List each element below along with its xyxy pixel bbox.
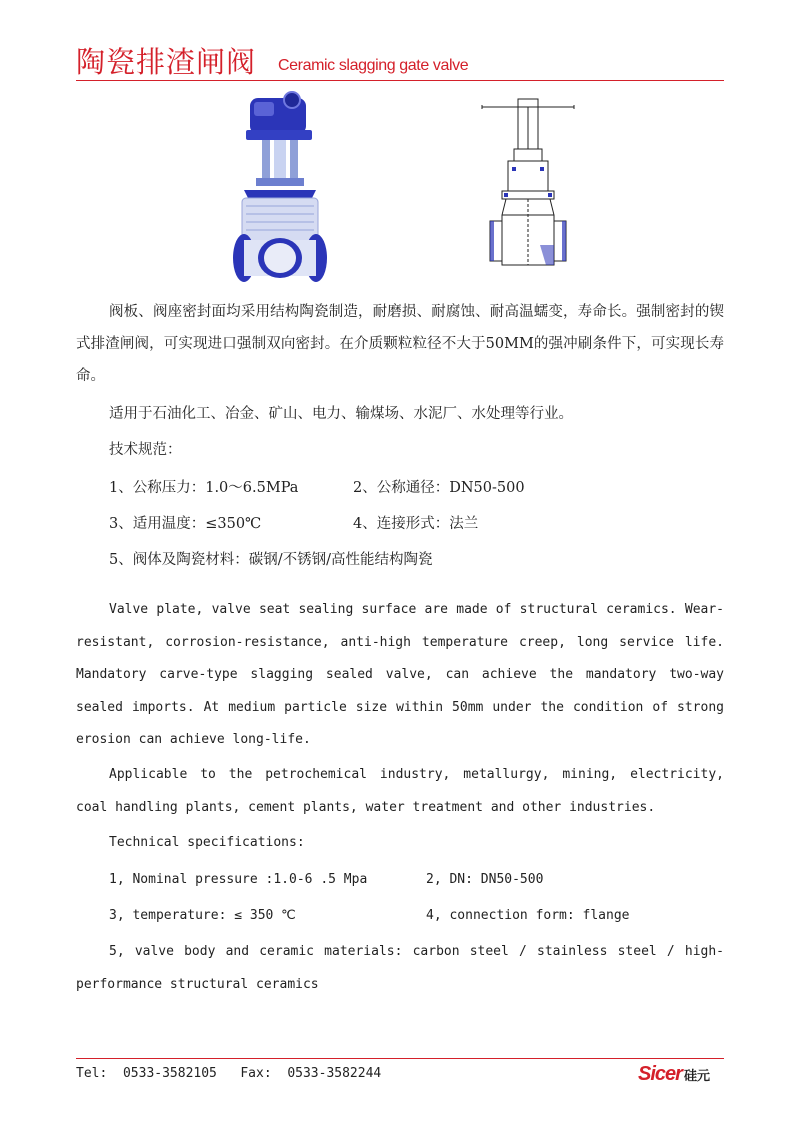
electric-gate-valve-image: [232, 90, 328, 286]
en-intro-paragraph: Valve plate, valve seat sealing surface are made of structural ceramics. Wear-resistant, corrosion-resistance, anti-high temperature creep, long service life. Mandatory carve-type slagging sealed valve, can achieve the mandatory two-way sealed imports. At medium particle size within 50mm under the condition of strong erosion can achieve long-life.: [76, 602, 724, 747]
actuator-icon: [246, 92, 312, 140]
sicer-logo: [638, 1062, 710, 1086]
footer-divider: [76, 1058, 724, 1059]
cn-application-text: 适用于石油化工、冶金、矿山、电力、输煤场、水泥厂、水处理等行业。: [109, 406, 573, 422]
page-title-en: Ceramic slagging gate valve: [278, 57, 469, 74]
cn-spec-diameter: 2、公称通径：DN50-500: [353, 480, 525, 496]
logo-wordmark: Sicer: [638, 1062, 682, 1085]
en-spec-temperature: 3, temperature: ≤ 350 ℃: [109, 908, 296, 923]
en-application-paragraph: Applicable to the petrochemical industry, metallurgy, mining, electricity, coal handling plants, cement plants, water treatment and other industries.: [76, 767, 724, 815]
page-header: [76, 40, 468, 80]
en-spec-connection: 4, connection form: flange: [426, 908, 630, 923]
cn-spec-title: 技术规范：: [109, 442, 182, 458]
en-spec-diameter: 2, DN: DN50-500: [426, 872, 544, 887]
footer-contact: Tel: 0533-3582105 Fax: 0533-3582244: [76, 1066, 382, 1081]
en-spec-material-paragraph: 5, valve body and ceramic materials: carbon steel / stainless steel / high-performance structural ceramics: [76, 944, 724, 992]
cn-spec-row-1: [109, 472, 298, 504]
cn-spec-material: 5、阀体及陶瓷材料：碳钢/不锈钢/高性能结构陶瓷: [109, 552, 433, 568]
cn-spec-temperature: 3、适用温度：≤350℃: [109, 516, 262, 532]
cn-spec-connection: 4、连接形式：法兰: [353, 516, 479, 532]
cn-intro-paragraph: 阀板、阀座密封面均采用结构陶瓷制造，耐磨损、耐腐蚀、耐高温蠕变，寿命长。强制密封的锲式排渣闸阀，可实现进口强制双向密封。在介质颗粒粒径不大于50MM的强冲刷条件下，可实现长寿命。: [76, 304, 724, 384]
cn-spec-pressure: 1、公称压力：1.0～6.5MPa: [109, 480, 299, 496]
logo-cn-text: 硅元: [683, 1068, 710, 1084]
page-title-cn: 陶瓷排渣闸阀: [76, 45, 257, 79]
en-spec-pressure: 1, Nominal pressure :1.0-6 .5 Mpa: [109, 872, 368, 887]
cn-spec-row-2: [109, 508, 261, 540]
title-divider: [76, 80, 724, 81]
cn-spec-diameter-cell: [353, 472, 525, 504]
valve-cross-section-drawing: [480, 95, 576, 285]
en-spec-title: Technical specifications:: [109, 835, 305, 850]
cn-spec-connection-cell: [353, 508, 478, 540]
